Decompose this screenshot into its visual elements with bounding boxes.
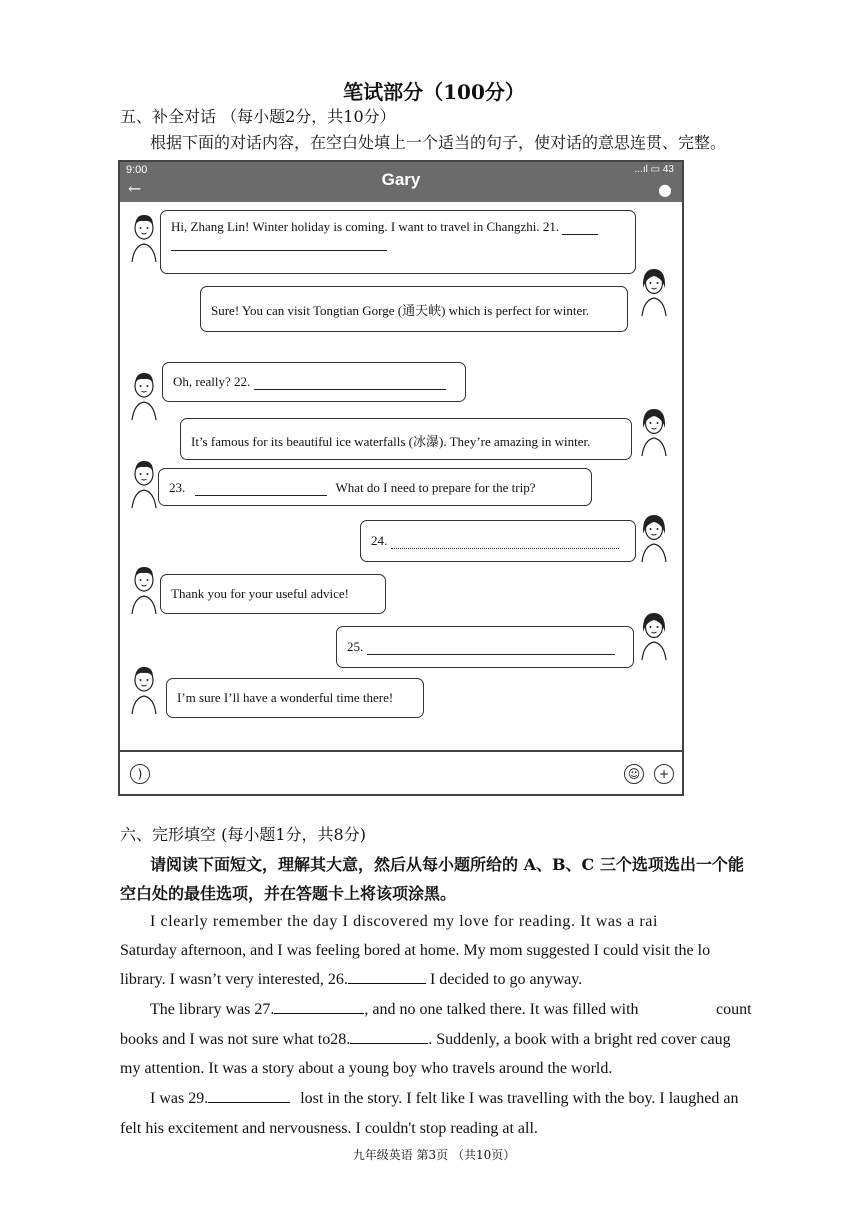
message-bubble-21	[160, 210, 636, 274]
boy-avatar-icon	[128, 664, 160, 716]
passage-line-5	[120, 1031, 754, 1049]
answer-blank-23[interactable]	[195, 495, 327, 496]
passage-line-1: I clearly remember the day I discovered my love for reading. It was a rai	[150, 913, 659, 930]
message-bubble-girl-2	[180, 418, 632, 460]
message-bubble-23	[158, 468, 592, 506]
message-text: 24.	[371, 533, 388, 548]
emoji-icon[interactable]: ☺	[624, 764, 644, 784]
passage-text: , and no one talked there. It was filled with	[364, 1001, 639, 1018]
message-bubble-boy-thanks	[160, 574, 386, 614]
cloze-blank-26[interactable]	[348, 983, 426, 984]
message-text: I’m sure I’ll have a wonderful time there!	[177, 690, 394, 705]
boy-avatar-icon	[128, 370, 160, 422]
passage-line-3	[120, 971, 582, 989]
clock-time: 9:00	[126, 164, 148, 176]
passage-text: The library was 27.	[150, 1001, 275, 1018]
message-text: What do I need to prepare for the trip?	[335, 480, 536, 495]
cloze-blank-29[interactable]	[208, 1102, 290, 1103]
answer-blank-24[interactable]	[391, 548, 619, 549]
passage-line-8: felt his excitement and nervousness. I couldn't stop reading at all.	[120, 1120, 538, 1137]
section-6-instruction-1: 请阅读下面短文，理解其大意，然后从每小题所给的 A、B、C 三个选项选出一个能	[150, 855, 744, 874]
passage-text: books and I was not sure what to28.	[120, 1031, 351, 1048]
voice-icon[interactable]: )	[130, 764, 150, 784]
cloze-blank-28[interactable]	[350, 1043, 428, 1044]
status-indicators: ...ıl ▭ 43	[634, 164, 674, 175]
plus-icon[interactable]: +	[654, 764, 674, 784]
question-number-23: 23.	[169, 480, 186, 495]
answer-blank-21[interactable]	[562, 234, 598, 235]
message-text: It’s famous for its beautiful ice waterfalls (冰瀑). They’re amazing in winter.	[191, 434, 591, 449]
arrow-left-icon[interactable]: ←	[128, 179, 142, 198]
passage-line-4	[150, 1001, 639, 1019]
girl-avatar-icon	[638, 406, 670, 458]
answer-blank-25[interactable]	[367, 654, 615, 655]
message-text: Hi, Zhang Lin! Winter holiday is coming. I want to travel in Changzhi. 21.	[171, 219, 560, 234]
message-bubble-girl-1	[200, 286, 628, 332]
passage-line-2: Saturday afternoon, and I was feeling bored at home. My mom suggested I could visit the lo	[120, 942, 711, 959]
chat-header	[120, 162, 682, 202]
girl-avatar-icon	[638, 266, 670, 318]
chat-input-bar	[120, 752, 682, 796]
page-footer: 九年级英语 第3页 （共10页）	[352, 1148, 516, 1162]
answer-blank-21-line2[interactable]	[171, 250, 387, 251]
passage-text: library. I wasn’t very interested, 26.	[120, 971, 348, 988]
boy-avatar-icon	[128, 564, 160, 616]
phone-chat-screenshot	[118, 160, 684, 796]
passage-line-7	[150, 1090, 754, 1108]
boy-avatar-icon	[128, 212, 160, 264]
chat-area	[120, 202, 682, 752]
girl-avatar-icon	[638, 610, 670, 662]
message-text: Sure! You can visit Tongtian Gorge (通天峡) which is perfect for winter.	[211, 303, 590, 318]
contact-name: Gary	[381, 170, 421, 189]
message-bubble-22	[162, 362, 466, 402]
answer-blank-22[interactable]	[254, 389, 446, 390]
section-6-heading: 六、完形填空 (每小题1分，共8分)	[120, 825, 366, 844]
message-text: Thank you for your useful advice!	[171, 586, 349, 601]
section-5-heading: 五、补全对话 （每小题2分，共10分）	[120, 107, 396, 126]
cloze-blank-27[interactable]	[274, 1013, 364, 1014]
passage-text: . Suddenly, a book with a bright red cover caug	[428, 1031, 731, 1048]
passage-line-6: my attention. It was a story about a young boy who travels around the world.	[120, 1060, 613, 1077]
message-bubble-25	[336, 626, 634, 668]
passage-text: lost in the story. I felt like I was travelling with the boy. I laughed an	[300, 1090, 739, 1107]
page-title: 笔试部分（100分）	[343, 80, 525, 104]
user-profile-icon[interactable]: ●	[658, 180, 672, 199]
girl-avatar-icon	[638, 512, 670, 564]
section-5-instruction: 根据下面的对话内容，在空白处填上一个适当的句子，使对话的意思连贯、完整。	[150, 133, 727, 152]
passage-line-4-end: count	[716, 1001, 752, 1018]
passage-text: I decided to go anyway.	[429, 971, 583, 988]
passage-text: I was 29.	[150, 1090, 209, 1107]
section-6-instruction-2: 空白处的最佳选项，并在答题卡上将该项涂黑。	[120, 884, 457, 903]
message-bubble-24	[360, 520, 636, 562]
boy-avatar-icon	[128, 458, 160, 510]
message-text: Oh, really? 22.	[173, 374, 251, 389]
message-bubble-boy-final	[166, 678, 424, 718]
message-text: 25.	[347, 639, 364, 654]
